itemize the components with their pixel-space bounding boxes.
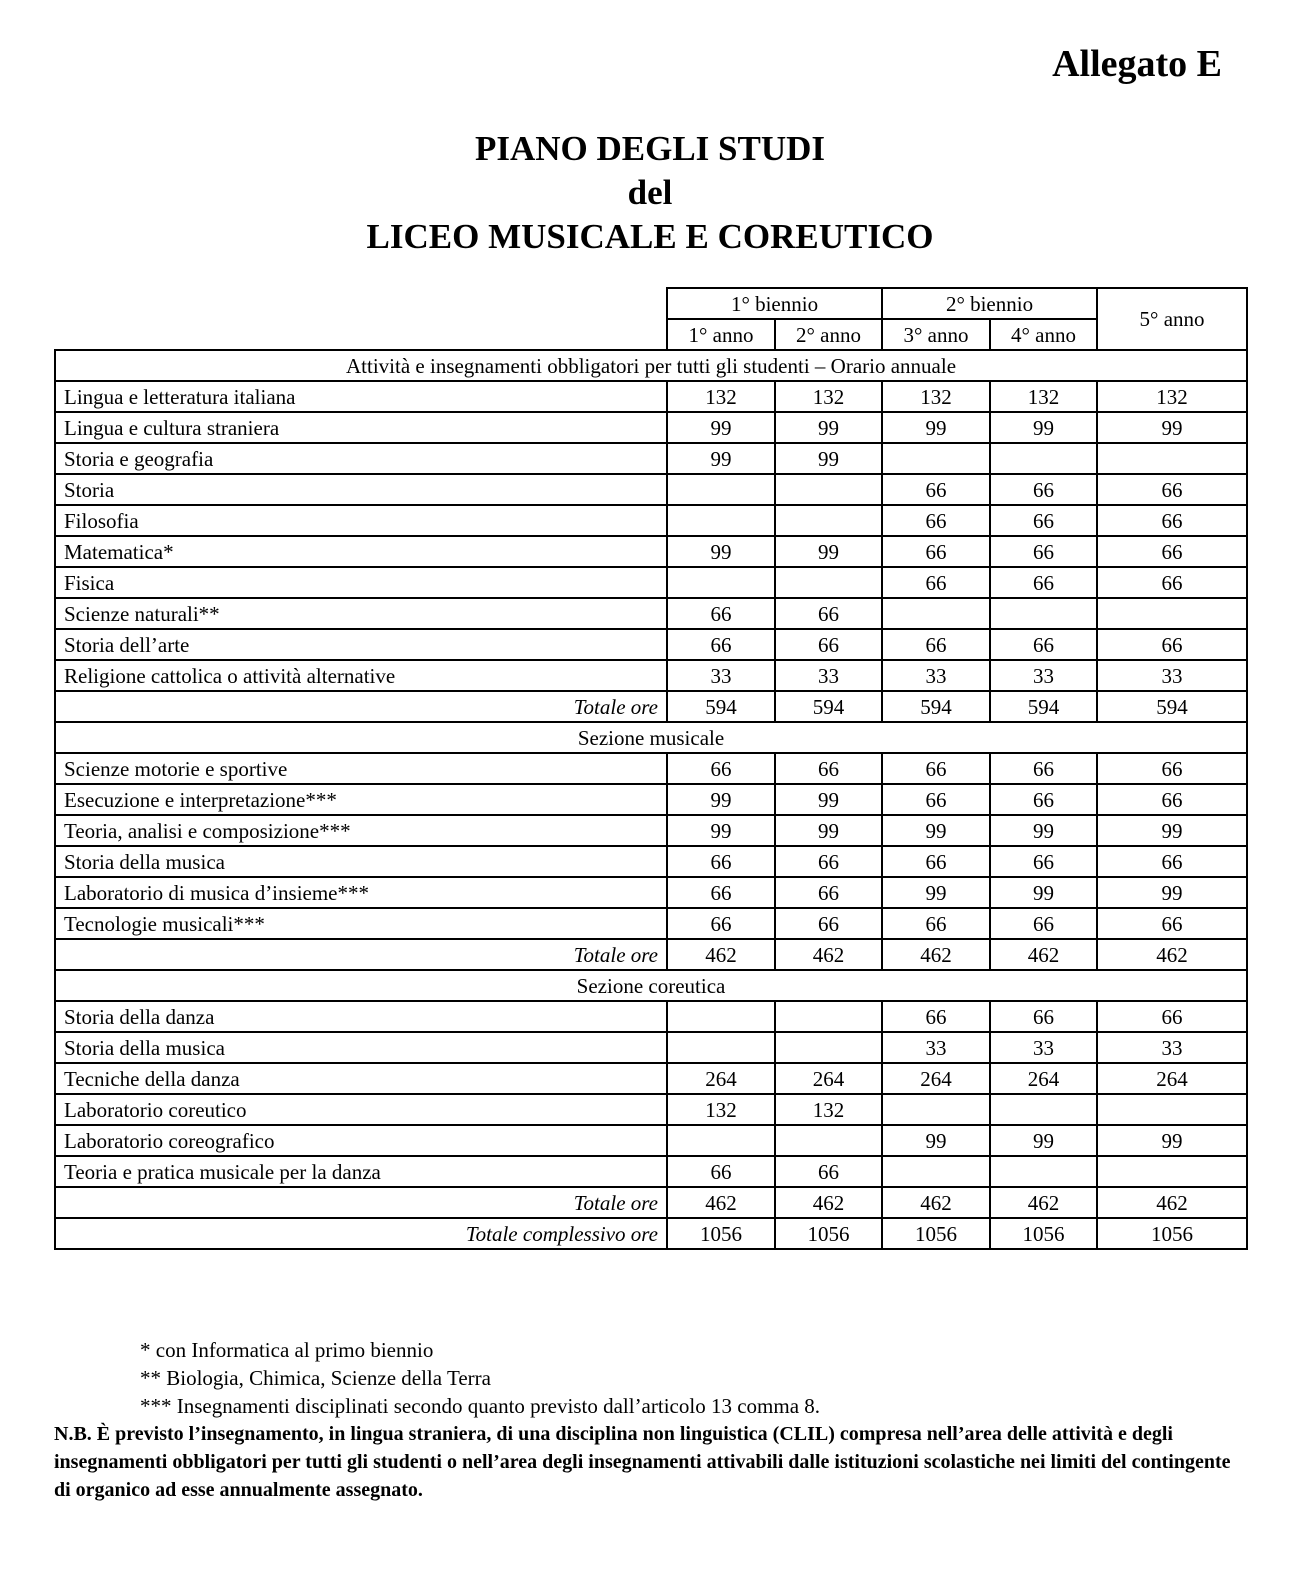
hours-cell: 66: [990, 1001, 1097, 1032]
footnote-3: *** Insegnamenti disciplinati secondo quanto previsto dall’articolo 13 comma 8.: [140, 1394, 821, 1418]
attachment-label: Allegato E: [1052, 43, 1222, 85]
hours-cell: 66: [990, 629, 1097, 660]
hours-cell: 132: [667, 1094, 775, 1125]
total-hours-cell: 462: [775, 939, 882, 970]
hours-cell: 66: [882, 505, 990, 536]
hours-cell: [667, 1125, 775, 1156]
section-header-row: [55, 722, 1247, 753]
total-row: [55, 939, 1247, 970]
total-hours-cell: 594: [1097, 691, 1247, 722]
hours-cell: 99: [775, 784, 882, 815]
hours-cell: 66: [1097, 505, 1247, 536]
hours-cell: 99: [1097, 815, 1247, 846]
hours-cell: [1097, 598, 1247, 629]
total-row: [55, 691, 1247, 722]
nb-note: N.B. È previsto l’insegnamento, in lingua straniera, di una disciplina non linguistica (CLIL) compresa nell’area delle attività e degli insegnamenti obbligatori per tutti gli studenti o nell’area degli insegnamenti attivabili dalle istituzioni scolastiche nei limiti del contingente di organico ad esse annualmente assegnato.: [54, 1423, 1231, 1501]
study-plan-table: [54, 287, 1248, 1250]
subject-label: Laboratorio coreografico: [55, 1125, 667, 1156]
hours-cell: 66: [775, 877, 882, 908]
hours-cell: 66: [882, 846, 990, 877]
hours-cell: 99: [882, 815, 990, 846]
table-row: [55, 381, 1247, 412]
hours-cell: [882, 598, 990, 629]
hours-cell: 66: [990, 846, 1097, 877]
hours-cell: 66: [882, 753, 990, 784]
hours-cell: 99: [882, 412, 990, 443]
hours-cell: 66: [990, 753, 1097, 784]
table-row: [55, 474, 1247, 505]
hours-cell: 33: [990, 660, 1097, 691]
hours-cell: 66: [1097, 1001, 1247, 1032]
total-hours-cell: 462: [667, 1187, 775, 1218]
hours-cell: 99: [990, 815, 1097, 846]
section-title: Sezione coreutica: [55, 970, 1247, 1001]
total-hours-cell: 594: [990, 691, 1097, 722]
title-line-1: PIANO DEGLI STUDI: [474, 129, 826, 168]
table-row: [55, 1063, 1247, 1094]
hours-cell: 99: [1097, 1125, 1247, 1156]
header-biennio-2: 2° biennio: [882, 288, 1097, 319]
hours-cell: [1097, 443, 1247, 474]
hours-cell: 264: [667, 1063, 775, 1094]
hours-cell: 33: [882, 1032, 990, 1063]
subject-label: Teoria e pratica musicale per la danza: [55, 1156, 667, 1187]
hours-cell: [667, 1001, 775, 1032]
hours-cell: 66: [990, 784, 1097, 815]
hours-cell: 99: [667, 784, 775, 815]
hours-cell: 66: [882, 474, 990, 505]
subject-label: Fisica: [55, 567, 667, 598]
grand-total-hours-cell: 1056: [667, 1218, 775, 1249]
hours-cell: 33: [775, 660, 882, 691]
hours-cell: 132: [775, 381, 882, 412]
subject-label: Tecnologie musicali***: [55, 908, 667, 939]
hours-cell: 66: [775, 846, 882, 877]
table-row: [55, 908, 1247, 939]
total-hours-cell: 594: [882, 691, 990, 722]
total-label: Totale ore: [55, 939, 667, 970]
hours-cell: [775, 474, 882, 505]
hours-cell: 66: [990, 908, 1097, 939]
hours-cell: [882, 1156, 990, 1187]
table-row: [55, 505, 1247, 536]
subject-label: Storia della musica: [55, 1032, 667, 1063]
hours-cell: 66: [1097, 908, 1247, 939]
total-hours-cell: 462: [882, 939, 990, 970]
table-row: [55, 1094, 1247, 1125]
section-title: Attività e insegnamenti obbligatori per tutti gli studenti – Orario annuale: [55, 350, 1247, 381]
hours-cell: [667, 505, 775, 536]
total-label: Totale ore: [55, 1187, 667, 1218]
hours-cell: 66: [882, 567, 990, 598]
hours-cell: [990, 598, 1097, 629]
section-header-row: [55, 970, 1247, 1001]
subject-label: Storia della musica: [55, 846, 667, 877]
subject-label: Tecniche della danza: [55, 1063, 667, 1094]
hours-cell: 99: [1097, 877, 1247, 908]
hours-cell: [775, 1001, 882, 1032]
hours-cell: [882, 1094, 990, 1125]
section-header-row: [55, 350, 1247, 381]
hours-cell: 66: [882, 784, 990, 815]
header-anno-4: 4° anno: [990, 319, 1097, 350]
hours-cell: 66: [882, 629, 990, 660]
hours-cell: 66: [990, 536, 1097, 567]
hours-cell: 33: [990, 1032, 1097, 1063]
hours-cell: 99: [1097, 412, 1247, 443]
total-hours-cell: 462: [990, 939, 1097, 970]
hours-cell: 99: [775, 443, 882, 474]
hours-cell: 66: [667, 846, 775, 877]
document-title: [0, 127, 1300, 259]
hours-cell: 66: [1097, 784, 1247, 815]
subject-label: Lingua e cultura straniera: [55, 412, 667, 443]
hours-cell: 66: [990, 505, 1097, 536]
subject-label: Lingua e letteratura italiana: [55, 381, 667, 412]
hours-cell: 66: [775, 598, 882, 629]
grand-total-hours-cell: 1056: [882, 1218, 990, 1249]
hours-cell: 66: [1097, 536, 1247, 567]
hours-cell: 99: [667, 536, 775, 567]
subject-label: Religione cattolica o attività alternative: [55, 660, 667, 691]
title-line-2: del: [627, 173, 673, 212]
hours-cell: [667, 474, 775, 505]
hours-cell: 66: [667, 753, 775, 784]
hours-cell: 66: [1097, 567, 1247, 598]
hours-cell: 66: [882, 908, 990, 939]
hours-cell: 99: [775, 412, 882, 443]
subject-label: Esecuzione e interpretazione***: [55, 784, 667, 815]
header-row-biennio: [55, 288, 1247, 319]
header-biennio-1: 1° biennio: [667, 288, 882, 319]
hours-cell: [1097, 1156, 1247, 1187]
subject-label: Scienze motorie e sportive: [55, 753, 667, 784]
table-row: [55, 629, 1247, 660]
hours-cell: 66: [990, 474, 1097, 505]
table-row: [55, 412, 1247, 443]
hours-cell: [667, 567, 775, 598]
subject-label: Storia dell’arte: [55, 629, 667, 660]
hours-cell: 33: [1097, 1032, 1247, 1063]
title-line-3: LICEO MUSICALE E COREUTICO: [366, 217, 934, 256]
table-row: [55, 1156, 1247, 1187]
table-row: [55, 660, 1247, 691]
hours-cell: [775, 567, 882, 598]
hours-cell: [1097, 1094, 1247, 1125]
table-row: [55, 536, 1247, 567]
hours-cell: 99: [882, 877, 990, 908]
hours-cell: 264: [775, 1063, 882, 1094]
hours-cell: 264: [1097, 1063, 1247, 1094]
hours-cell: [990, 443, 1097, 474]
hours-cell: 66: [1097, 629, 1247, 660]
hours-cell: 66: [775, 629, 882, 660]
hours-cell: 33: [667, 660, 775, 691]
hours-cell: 132: [990, 381, 1097, 412]
hours-cell: 66: [775, 753, 882, 784]
subject-label: Storia e geografia: [55, 443, 667, 474]
hours-cell: 66: [882, 536, 990, 567]
hours-cell: 66: [775, 908, 882, 939]
hours-cell: 99: [990, 877, 1097, 908]
footnote-1: * con Informatica al primo biennio: [140, 1338, 434, 1362]
subject-label: Matematica*: [55, 536, 667, 567]
grand-total-row: [55, 1218, 1247, 1249]
total-hours-cell: 462: [667, 939, 775, 970]
total-hours-cell: 462: [882, 1187, 990, 1218]
hours-cell: 99: [775, 536, 882, 567]
table-row: [55, 846, 1247, 877]
total-hours-cell: 462: [1097, 1187, 1247, 1218]
header-blank-cell: [55, 288, 667, 350]
total-hours-cell: 462: [1097, 939, 1247, 970]
hours-cell: 66: [667, 877, 775, 908]
hours-cell: [775, 1032, 882, 1063]
total-hours-cell: 462: [990, 1187, 1097, 1218]
hours-cell: 132: [882, 381, 990, 412]
hours-cell: 99: [667, 443, 775, 474]
table-row: [55, 567, 1247, 598]
subject-label: Laboratorio di musica d’insieme***: [55, 877, 667, 908]
grand-total-hours-cell: 1056: [990, 1218, 1097, 1249]
hours-cell: 66: [882, 1001, 990, 1032]
total-label: Totale ore: [55, 691, 667, 722]
header-anno-1: 1° anno: [667, 319, 775, 350]
subject-label: Filosofia: [55, 505, 667, 536]
hours-cell: 66: [1097, 846, 1247, 877]
table-row: [55, 784, 1247, 815]
table-row: [55, 1032, 1247, 1063]
hours-cell: 66: [990, 567, 1097, 598]
subject-label: Storia della danza: [55, 1001, 667, 1032]
grand-total-hours-cell: 1056: [1097, 1218, 1247, 1249]
hours-cell: 66: [667, 1156, 775, 1187]
hours-cell: [667, 1032, 775, 1063]
hours-cell: 66: [667, 908, 775, 939]
hours-cell: 132: [775, 1094, 882, 1125]
table-row: [55, 443, 1247, 474]
hours-cell: [990, 1094, 1097, 1125]
section-title: Sezione musicale: [55, 722, 1247, 753]
hours-cell: [775, 1125, 882, 1156]
hours-cell: 99: [775, 815, 882, 846]
total-row: [55, 1187, 1247, 1218]
hours-cell: 99: [990, 1125, 1097, 1156]
hours-cell: 33: [1097, 660, 1247, 691]
hours-cell: [882, 443, 990, 474]
hours-cell: 66: [667, 598, 775, 629]
hours-cell: 33: [882, 660, 990, 691]
subject-label: Scienze naturali**: [55, 598, 667, 629]
table-row: [55, 598, 1247, 629]
hours-cell: 99: [667, 815, 775, 846]
table-row: [55, 753, 1247, 784]
hours-cell: 264: [990, 1063, 1097, 1094]
header-anno-5: 5° anno: [1097, 288, 1247, 350]
total-hours-cell: 594: [775, 691, 882, 722]
total-hours-cell: 462: [775, 1187, 882, 1218]
table-row: [55, 877, 1247, 908]
header-anno-3: 3° anno: [882, 319, 990, 350]
hours-cell: [990, 1156, 1097, 1187]
hours-cell: 99: [667, 412, 775, 443]
subject-label: Teoria, analisi e composizione***: [55, 815, 667, 846]
grand-total-hours-cell: 1056: [775, 1218, 882, 1249]
hours-cell: 132: [1097, 381, 1247, 412]
hours-cell: 99: [990, 412, 1097, 443]
table-row: [55, 1125, 1247, 1156]
hours-cell: 132: [667, 381, 775, 412]
hours-cell: 66: [1097, 474, 1247, 505]
hours-cell: 66: [775, 1156, 882, 1187]
hours-cell: 66: [667, 629, 775, 660]
hours-cell: 66: [1097, 753, 1247, 784]
table-row: [55, 815, 1247, 846]
footnotes: [140, 1336, 820, 1420]
hours-cell: 99: [882, 1125, 990, 1156]
hours-cell: 264: [882, 1063, 990, 1094]
footnote-2: ** Biologia, Chimica, Scienze della Terra: [140, 1366, 491, 1390]
header-anno-2: 2° anno: [775, 319, 882, 350]
subject-label: Storia: [55, 474, 667, 505]
total-hours-cell: 594: [667, 691, 775, 722]
hours-cell: [775, 505, 882, 536]
table-row: [55, 1001, 1247, 1032]
grand-total-label: Totale complessivo ore: [55, 1218, 667, 1249]
subject-label: Laboratorio coreutico: [55, 1094, 667, 1125]
